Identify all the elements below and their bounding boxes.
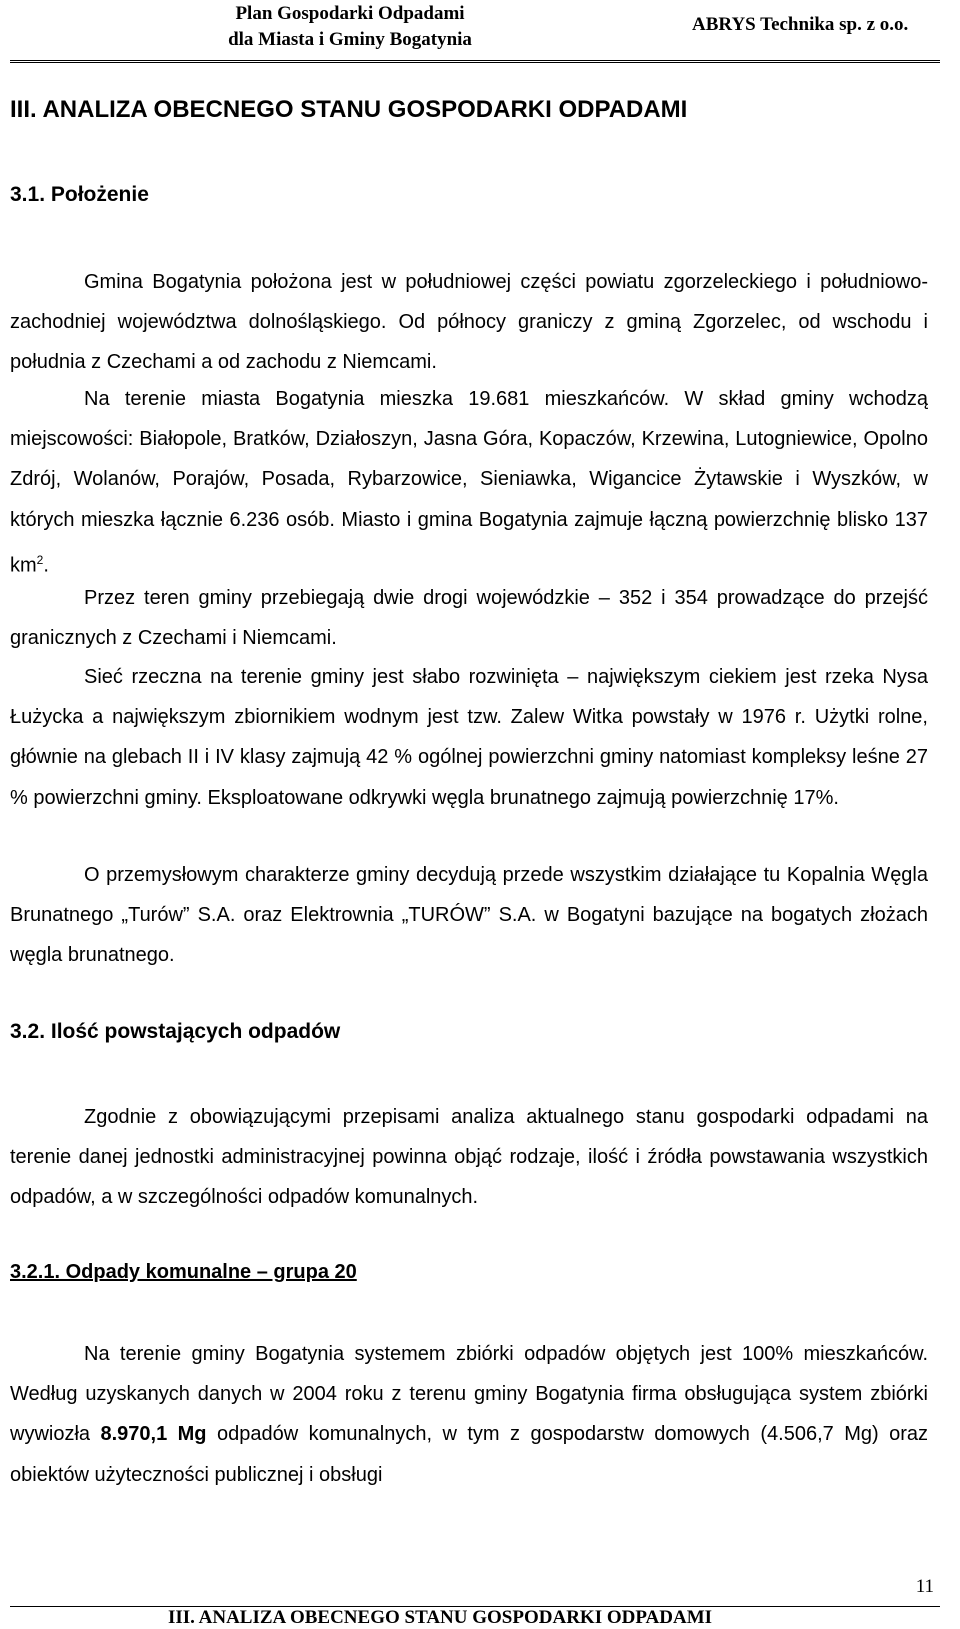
section-3-1-paragraph-4: Sieć rzeczna na terenie gminy jest słabo rozwinięta – największym ciekiem jest rzeka Nysa Łużycka a największym zbiornikiem wodnym jest tzw. Zalew Witka powstały w 1976 r. Użytki rolne, głównie na glebach II i IV klasy zajmują 42 % ogólnej powierzchni gminy natomiast kompleksy leśne 27 % powierzchni gminy. Eksploatowane odkrywki węgla brunatnego zajmują powierzchnię 17%.	[10, 666, 928, 809]
section-3-2-paragraph-1: Zgodnie z obowiązującymi przepisami analiza aktualnego stanu gospodarki odpadami na terenie danej jednostki administracyjnej powinna objąć rodzaje, ilość i źródła powstawania wszystkich odpadów, a w szczególności odpadów komunalnych.	[10, 1106, 928, 1209]
paragraph-text: Na terenie gminy Bogatynia systemem zbiórki odpadów objętych jest 100% mieszkańców. Według uzyskanych danych w 2004 roku z terenu gminy Bogatynia firma obsługująca system zbiórki wywiozła	[10, 1343, 928, 1446]
header-title-line1: Plan Gospodarki Odpadami	[235, 3, 465, 24]
page-number: 11	[915, 1576, 934, 1597]
section-3-1-paragraph-5: O przemysłowym charakterze gminy decydują przede wszystkim działające tu Kopalnia Węgla Brunatnego „Turów” S.A. oraz Elektrownia „TURÓW” S.A. w Bogatyni bazujące na bogatych złożach węgla brunatnego.	[10, 864, 928, 967]
section-3-1-title: 3.1. Położenie	[10, 183, 149, 206]
waste-total-value: 8.970,1 Mg	[100, 1423, 207, 1446]
section-3-2-title: 3.2. Ilość powstających odpadów	[10, 1020, 341, 1043]
page-header	[0, 0, 960, 56]
header-divider	[10, 60, 940, 63]
section-3-1-paragraph-1: Gmina Bogatynia położona jest w południowej części powiatu zgorzeleckiego i południowo-zachodniej województwa dolnośląskiego. Od północy graniczy z gminą Zgorzelec, od wschodu i południa z Czechami a od zachodu z Niemcami.	[10, 271, 928, 374]
header-company: ABRYS Technika sp. z o.o.	[692, 14, 909, 35]
section-3-2-1-title: 3.2.1. Odpady komunalne – grupa 20	[10, 1261, 357, 1283]
section-3-1-paragraph-3: Przez teren gminy przebiegają dwie drogi wojewódzkie – 352 i 354 prowadzące do przejść granicznych z Czechami i Niemcami.	[10, 587, 928, 650]
footer-chapter-title: III. ANALIZA OBECNEGO STANU GOSPODARKI ODPADAMI	[168, 1607, 713, 1628]
section-3-1-paragraph-2	[10, 379, 928, 586]
header-title-line2: dla Miasta i Gminy Bogatynia	[228, 29, 472, 50]
paragraph-2-end: .	[43, 554, 49, 577]
paragraph-2-text: Na terenie miasta Bogatynia mieszka 19.681 mieszkańców. W skład gminy wchodzą miejscowości: Białopole, Bratków, Działoszyn, Jasna Góra, Kopaczów, Krzewina, Lutogniewice, Opolno Zdrój, Wolanów, Porajów, Posada, Rybarzowice, Sieniawka, Wigancice Żytawskie i Wyszków, w których mieszka łącznie 6.236 osób. Miasto i gmina Bogatynia zajmuje łączną powierzchnię blisko 137 km	[10, 388, 928, 577]
paragraph-text-continued: odpadów komunalnych, w tym z gospodarstw domowych (4.506,7 Mg) oraz obiektów użyteczności publicznej i obsługi	[10, 1423, 928, 1486]
header-document-title	[205, 1, 495, 53]
chapter-title: III. ANALIZA OBECNEGO STANU GOSPODARKI ODPADAMI	[10, 96, 688, 123]
section-3-2-1-paragraph-1	[10, 1334, 928, 1495]
superscript-2: 2	[36, 552, 44, 567]
